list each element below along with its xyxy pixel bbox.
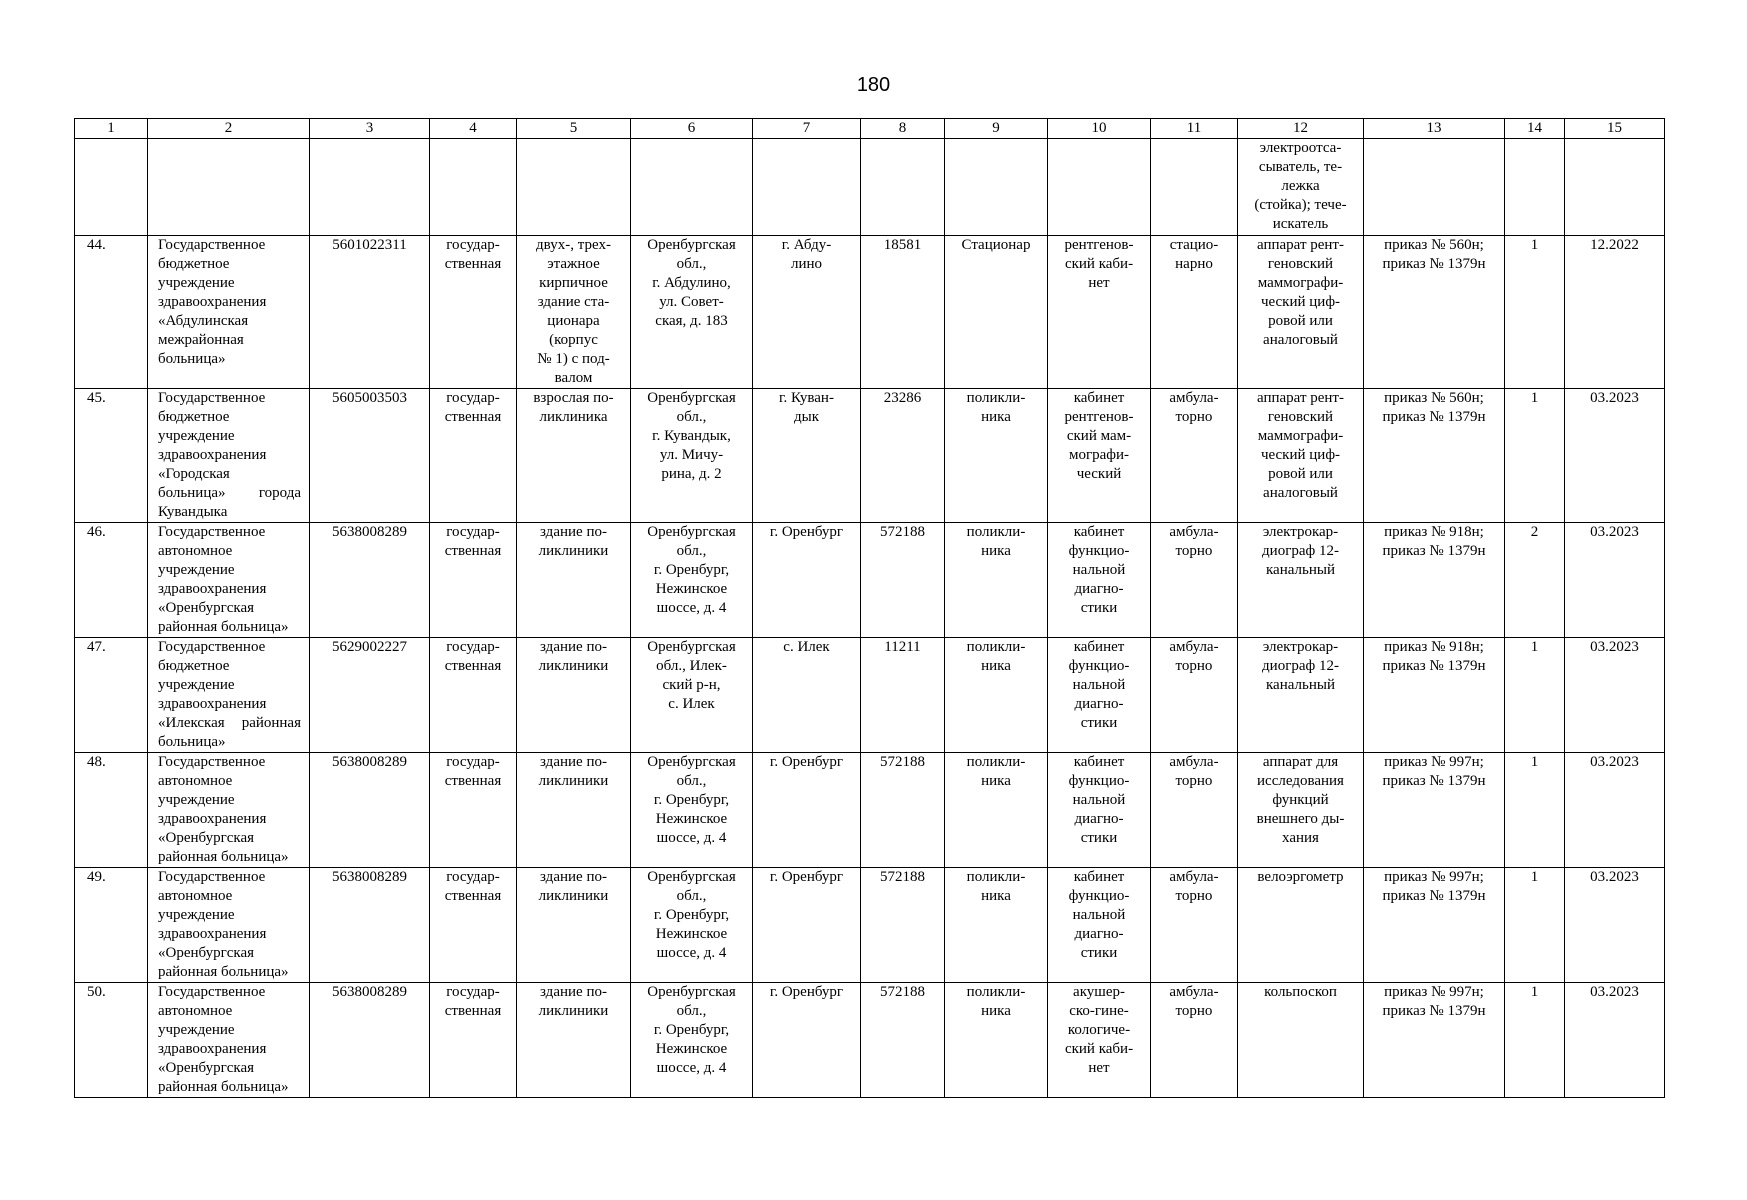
unit-type-value: поликли- ника (966, 984, 1026, 1019)
orders-value: приказ № 997н; приказ № 1379н (1382, 754, 1486, 789)
col-num-1: 1 (75, 119, 148, 139)
cell-ownership (430, 983, 517, 1098)
orders-value: приказ № 997н; приказ № 1379н (1382, 869, 1486, 904)
cell-organization (148, 638, 310, 753)
quantity-value: 1 (1530, 984, 1539, 1000)
col-num-8: 8 (861, 119, 945, 139)
room-value: кабинет функцио- нальной диагно- стики (1068, 639, 1130, 731)
cell-room (1048, 389, 1151, 523)
unit-type-value: поликли- ника (966, 754, 1026, 789)
address-value: Оренбургская обл., г. Оренбург, Нежинское шоссе, д. 4 (647, 869, 736, 961)
table-row (75, 523, 1665, 638)
table-row (75, 753, 1665, 868)
unit-type-value: поликли- ника (966, 869, 1026, 904)
address-value: Оренбургская обл., г. Оренбург, Нежинское шоссе, д. 4 (647, 754, 736, 846)
population-value: 23286 (883, 390, 922, 406)
cell-inn (310, 983, 430, 1098)
cell-inn (310, 236, 430, 389)
cell-care-form (1151, 236, 1238, 389)
col-num-2: 2 (148, 119, 310, 139)
organization-name: Государственное бюджетное учреждение здравоохранения «Абдулинская межрайонная больница» (158, 237, 267, 367)
inn-value: 5601022311 (332, 237, 407, 253)
quantity-value: 1 (1530, 390, 1539, 406)
quantity-value: 1 (1530, 754, 1539, 770)
care-form-value: амбула- торно (1169, 524, 1219, 559)
inn-value: 5638008289 (332, 869, 407, 885)
cell-date (1565, 753, 1665, 868)
cell-empty (75, 139, 148, 236)
organization-name: Государственное автономное учреждение здравоохранения «Оренбургская районная больница» (158, 984, 289, 1095)
locality-value: г. Оренбург (769, 869, 844, 885)
col-num-4: 4 (430, 119, 517, 139)
cell-row-number (75, 638, 148, 753)
population-value: 572188 (880, 524, 925, 540)
cell-empty (517, 139, 631, 236)
inn-value: 5638008289 (332, 984, 407, 1000)
cell-locality (753, 868, 861, 983)
cell-equipment (1238, 389, 1364, 523)
col-num-6: 6 (631, 119, 753, 139)
cell-inn (310, 389, 430, 523)
locality-value: с. Илек (783, 639, 830, 655)
room-value: кабинет функцио- нальной диагно- стики (1068, 869, 1130, 961)
cell-address (631, 389, 753, 523)
cell-room (1048, 983, 1151, 1098)
organization-name: Государственное автономное учреждение здравоохранения «Оренбургская районная больница» (158, 754, 289, 865)
population-value: 572188 (880, 984, 925, 1000)
equipment-value: аппарат рент- геновский маммографи- ческий циф- ровой или аналоговый (1257, 237, 1344, 348)
equipment-value: кольпоскоп (1264, 984, 1337, 1000)
col-num-13: 13 (1364, 119, 1505, 139)
cell-empty (1505, 139, 1565, 236)
table-row (75, 868, 1665, 983)
cell-quantity (1505, 638, 1565, 753)
organization-name: Государственное автономное учреждение здравоохранения «Оренбургская районная больница» (158, 524, 289, 635)
cell-orders (1364, 638, 1505, 753)
cell-date (1565, 236, 1665, 389)
cell-quantity (1505, 753, 1565, 868)
cell-organization (148, 753, 310, 868)
cell-empty (1151, 139, 1238, 236)
cell-date (1565, 868, 1665, 983)
cell-locality (753, 236, 861, 389)
cell-quantity (1505, 983, 1565, 1098)
cell-unit-type (945, 523, 1048, 638)
cell-unit-type (945, 753, 1048, 868)
room-value: кабинет функцио- нальной диагно- стики (1068, 524, 1130, 616)
ownership-value: государ- ственная (444, 639, 502, 674)
building-value: здание по- ликлиники (538, 524, 609, 559)
page-number: 180 (856, 74, 891, 96)
cell-address (631, 236, 753, 389)
building-value: здание по- ликлиники (538, 869, 609, 904)
orders-value: приказ № 918н; приказ № 1379н (1382, 524, 1486, 559)
table-row (75, 236, 1665, 389)
cell-ownership (430, 523, 517, 638)
cell-inn (310, 638, 430, 753)
cell-locality (753, 389, 861, 523)
cell-locality (753, 638, 861, 753)
locality-value: г. Оренбург (769, 754, 844, 770)
locality-value: г. Куван- дык (779, 390, 834, 425)
cell-inn (310, 868, 430, 983)
building-value: здание по- ликлиники (538, 984, 609, 1019)
cell-population (861, 983, 945, 1098)
orders-value: приказ № 997н; приказ № 1379н (1382, 984, 1486, 1019)
col-num-3: 3 (310, 119, 430, 139)
room-value: акушер- ско-гине- кологиче- ский каби- нет (1064, 984, 1134, 1076)
population-value: 572188 (880, 754, 925, 770)
building-value: двух-, трех- этажное кирпичное здание ста- ционара (корпус № 1) с под- валом (536, 237, 611, 386)
cell-equipment (1238, 638, 1364, 753)
cell-row-number (75, 389, 148, 523)
cell-empty (430, 139, 517, 236)
cell-equipment (1238, 523, 1364, 638)
cell-orders (1364, 983, 1505, 1098)
cell-building (517, 638, 631, 753)
quantity-value: 1 (1530, 237, 1539, 253)
cell-unit-type (945, 389, 1048, 523)
col-num-15: 15 (1565, 119, 1665, 139)
date-value: 03.2023 (1590, 869, 1639, 885)
population-value: 572188 (880, 869, 925, 885)
cell-building (517, 389, 631, 523)
cell-orders (1364, 236, 1505, 389)
col-num-7: 7 (753, 119, 861, 139)
cell-date (1565, 523, 1665, 638)
cell-unit-type (945, 236, 1048, 389)
inn-value: 5629002227 (332, 639, 407, 655)
cell-quantity (1505, 523, 1565, 638)
cell-care-form (1151, 753, 1238, 868)
cell-ownership (430, 753, 517, 868)
row-number: 48. (87, 754, 106, 770)
row-number: 45. (87, 390, 106, 406)
col-num-5: 5 (517, 119, 631, 139)
cell-orders (1364, 523, 1505, 638)
row-number: 49. (87, 869, 106, 885)
cell-organization (148, 983, 310, 1098)
row-number: 47. (87, 639, 106, 655)
continuation-row (75, 139, 1665, 236)
address-value: Оренбургская обл., г. Кувандык, ул. Мичу- рина, д. 2 (647, 390, 736, 482)
unit-type-value: поликли- ника (966, 524, 1026, 559)
cell-inn (310, 523, 430, 638)
cell-date (1565, 389, 1665, 523)
cell-care-form (1151, 868, 1238, 983)
cell-equipment (1238, 236, 1364, 389)
cell-row-number (75, 983, 148, 1098)
population-value: 11211 (884, 639, 921, 655)
equipment-value: электрокар- диограф 12- канальный (1262, 524, 1339, 578)
cell-ownership (430, 236, 517, 389)
address-value: Оренбургская обл., г. Абдулино, ул. Совет- ская, д. 183 (647, 237, 736, 329)
organization-name: Государственное бюджетное учреждение здравоохранения «Городская больница» города Кувандыка (158, 390, 301, 520)
cell-equipment (1238, 983, 1364, 1098)
cell-organization (148, 236, 310, 389)
ownership-value: государ- ственная (444, 390, 502, 425)
column-number-row (75, 119, 1665, 139)
cell-row-number (75, 523, 148, 638)
equipment-value: аппарат рент- геновский маммографи- ческий циф- ровой или аналоговый (1257, 390, 1344, 501)
cell-care-form (1151, 638, 1238, 753)
equipment-value: аппарат для исследования функций внешнего ды- хания (1256, 754, 1345, 846)
cell-row-number (75, 868, 148, 983)
cell-inn (310, 753, 430, 868)
organization-name: Государственное бюджетное учреждение здравоохранения «Илекская районная больница» (158, 639, 301, 750)
cell-building (517, 236, 631, 389)
room-value: рентгенов- ский каби- нет (1064, 237, 1134, 291)
cell-population (861, 389, 945, 523)
date-value: 03.2023 (1590, 639, 1639, 655)
cell-address (631, 753, 753, 868)
cell-care-form (1151, 523, 1238, 638)
locality-value: г. Оренбург (769, 984, 844, 1000)
date-value: 12.2022 (1590, 237, 1639, 253)
equipment-value: электрокар- диограф 12- канальный (1262, 639, 1339, 693)
cell-locality (753, 983, 861, 1098)
cell-room (1048, 753, 1151, 868)
cell-ownership (430, 389, 517, 523)
row-number: 50. (87, 984, 106, 1000)
building-value: взрослая по- ликлиника (533, 390, 614, 425)
date-value: 03.2023 (1590, 524, 1639, 540)
cell-date (1565, 983, 1665, 1098)
cell-building (517, 868, 631, 983)
col-num-10: 10 (1048, 119, 1151, 139)
care-form-value: амбула- торно (1169, 869, 1219, 904)
cell-orders (1364, 389, 1505, 523)
ownership-value: государ- ственная (444, 237, 502, 272)
table-row (75, 389, 1665, 523)
locality-value: г. Оренбург (769, 524, 844, 540)
date-value: 03.2023 (1590, 984, 1639, 1000)
cell-equipment (1238, 868, 1364, 983)
cell-care-form (1151, 983, 1238, 1098)
building-value: здание по- ликлиники (538, 639, 609, 674)
cell-empty (631, 139, 753, 236)
row-number: 44. (87, 237, 106, 253)
unit-type-value: поликли- ника (966, 390, 1026, 425)
cell-row-number (75, 753, 148, 868)
room-value: кабинет рентгенов- ский мам- мографи- ческий (1064, 390, 1134, 482)
cell-building (517, 523, 631, 638)
cell-locality (753, 753, 861, 868)
cell-room (1048, 236, 1151, 389)
ownership-value: государ- ственная (444, 524, 502, 559)
row-number: 46. (87, 524, 106, 540)
inn-value: 5638008289 (332, 524, 407, 540)
cell-organization (148, 868, 310, 983)
care-form-value: амбула- торно (1169, 754, 1219, 789)
orders-value: приказ № 918н; приказ № 1379н (1382, 639, 1486, 674)
cell-orders (1364, 868, 1505, 983)
care-form-value: стацио- нарно (1169, 237, 1219, 272)
cell-empty (1364, 139, 1505, 236)
population-value: 18581 (883, 237, 922, 253)
cell-unit-type (945, 638, 1048, 753)
cell-address (631, 523, 753, 638)
cell-quantity (1505, 389, 1565, 523)
cell-room (1048, 868, 1151, 983)
table-row (75, 638, 1665, 753)
cell-unit-type (945, 983, 1048, 1098)
cell-unit-type (945, 868, 1048, 983)
cell-empty (945, 139, 1048, 236)
cell-empty (310, 139, 430, 236)
col-num-11: 11 (1151, 119, 1238, 139)
address-value: Оренбургская обл., г. Оренбург, Нежинское шоссе, д. 4 (647, 524, 736, 616)
cell-equipment (1238, 139, 1364, 236)
cell-address (631, 868, 753, 983)
cell-equipment (1238, 753, 1364, 868)
cell-care-form (1151, 389, 1238, 523)
cell-population (861, 868, 945, 983)
address-value: Оренбургская обл., Илек- ский р-н, с. Илек (647, 639, 736, 712)
cell-building (517, 753, 631, 868)
room-value: кабинет функцио- нальной диагно- стики (1068, 754, 1130, 846)
cell-row-number (75, 236, 148, 389)
unit-type-value: поликли- ника (966, 639, 1026, 674)
building-value: здание по- ликлиники (538, 754, 609, 789)
cell-population (861, 523, 945, 638)
care-form-value: амбула- торно (1169, 984, 1219, 1019)
unit-type-value: Стационар (961, 237, 1031, 253)
cell-address (631, 983, 753, 1098)
care-form-value: амбула- торно (1169, 639, 1219, 674)
cell-date (1565, 638, 1665, 753)
col-num-14: 14 (1505, 119, 1565, 139)
cell-building (517, 983, 631, 1098)
inn-value: 5605003503 (332, 390, 407, 406)
cell-population (861, 753, 945, 868)
cell-empty (753, 139, 861, 236)
cell-quantity (1505, 868, 1565, 983)
date-value: 03.2023 (1590, 754, 1639, 770)
cell-locality (753, 523, 861, 638)
quantity-value: 2 (1530, 524, 1539, 540)
cell-ownership (430, 638, 517, 753)
cell-empty (1048, 139, 1151, 236)
cell-empty (861, 139, 945, 236)
care-form-value: амбула- торно (1169, 390, 1219, 425)
locality-value: г. Абду- лино (781, 237, 832, 272)
col-num-12: 12 (1238, 119, 1364, 139)
equipment-text: электроотса- сыватель, те- лежка (стойка); тече- искатель (1254, 140, 1347, 232)
col-num-9: 9 (945, 119, 1048, 139)
address-value: Оренбургская обл., г. Оренбург, Нежинское шоссе, д. 4 (647, 984, 736, 1076)
cell-ownership (430, 868, 517, 983)
ownership-value: государ- ственная (444, 754, 502, 789)
date-value: 03.2023 (1590, 390, 1639, 406)
orders-value: приказ № 560н; приказ № 1379н (1382, 237, 1486, 272)
orders-value: приказ № 560н; приказ № 1379н (1382, 390, 1486, 425)
cell-orders (1364, 753, 1505, 868)
ownership-value: государ- ственная (444, 984, 502, 1019)
table-row (75, 983, 1665, 1098)
inn-value: 5638008289 (332, 754, 407, 770)
cell-population (861, 638, 945, 753)
cell-address (631, 638, 753, 753)
cell-empty (148, 139, 310, 236)
cell-room (1048, 638, 1151, 753)
cell-organization (148, 523, 310, 638)
equipment-value: велоэргометр (1257, 869, 1344, 885)
organization-name: Государственное автономное учреждение здравоохранения «Оренбургская районная больница» (158, 869, 289, 980)
equipment-table (74, 118, 1665, 1098)
ownership-value: государ- ственная (444, 869, 502, 904)
quantity-value: 1 (1530, 639, 1539, 655)
cell-quantity (1505, 236, 1565, 389)
cell-organization (148, 389, 310, 523)
cell-empty (1565, 139, 1665, 236)
cell-population (861, 236, 945, 389)
cell-room (1048, 523, 1151, 638)
quantity-value: 1 (1530, 869, 1539, 885)
